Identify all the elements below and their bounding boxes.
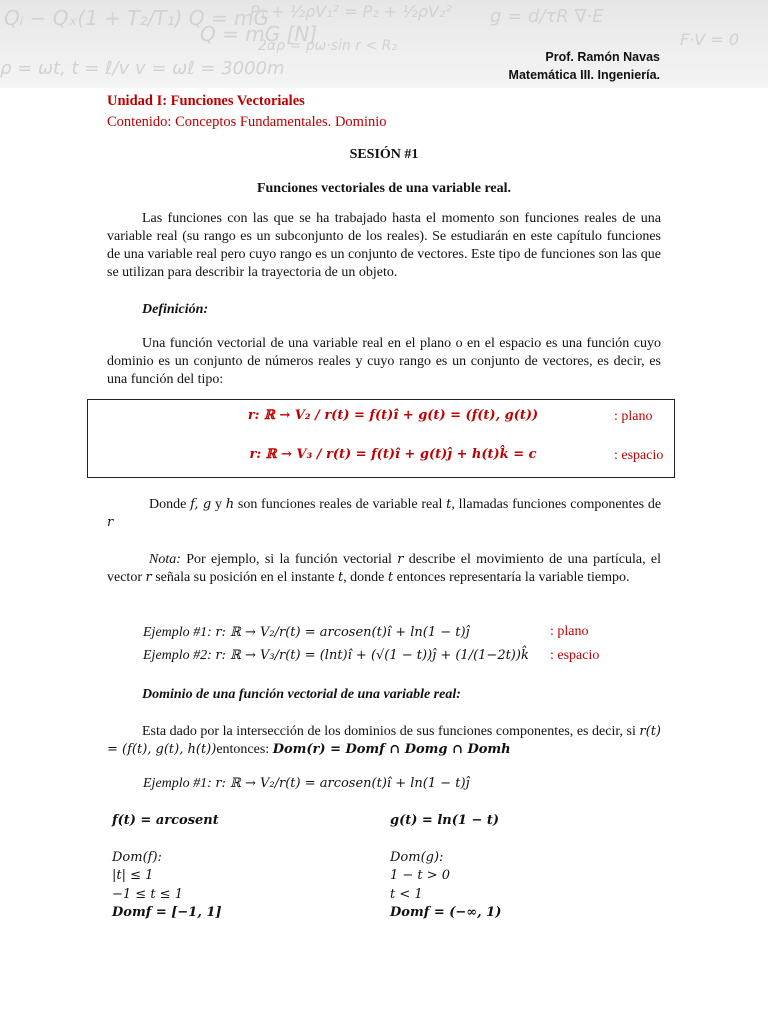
domain-heading: Dominio de una función vectorial de una variable real: <box>142 687 461 702</box>
decorative-formula: F·V = 0 <box>680 30 739 49</box>
note-text-4: , donde <box>343 570 385 585</box>
decorative-formula: Q = mG [N] <box>200 22 318 46</box>
example-label: Ejemplo #2: <box>143 648 212 663</box>
decorative-formula: 2αρ = ρω·sin r < R₂ <box>258 38 397 54</box>
domain-text-2: entonces: <box>216 742 270 757</box>
tag-space: : espacio <box>614 448 664 463</box>
example-1 <box>143 624 470 642</box>
right-line: 1 − t > 0 <box>390 868 451 883</box>
right-line: t < 1 <box>390 886 423 902</box>
math-t: t <box>387 570 394 585</box>
domain-text-1: Esta dado por la intersección de los dominios de sus funciones componentes, es decir, si <box>142 724 636 739</box>
math-r: r <box>397 552 404 567</box>
example-label: Ejemplo #1: <box>143 625 212 640</box>
word-and: y <box>215 497 222 512</box>
example-2-tag: : espacio <box>550 648 600 663</box>
example-math: r: ℝ → V₃/r(t) = (lnt)î + (√(1 − t))ĵ + (1/(1−2t))k̂ <box>215 648 529 663</box>
math-h: h <box>225 497 235 512</box>
right-result: Domf = (−∞, 1) <box>390 905 502 920</box>
note-label: Nota: <box>149 552 181 567</box>
author-name: Prof. Ramón Navas <box>545 50 660 64</box>
note-text-1: Por ejemplo, si la función vectorial <box>186 552 392 567</box>
math-t: t <box>337 570 344 585</box>
left-line: Dom(f): <box>112 849 162 865</box>
note-text-2: describe el movimiento de una partícula, el vector <box>107 552 662 585</box>
right-column <box>390 812 650 923</box>
decorative-formula: P₁ + ½ρV₁² = P₂ + ½ρV₂² <box>250 2 452 21</box>
example-1-repeat <box>143 775 470 793</box>
domain-math-2: Dom(r) = Domf ∩ Domg ∩ Domh <box>272 742 511 757</box>
right-function: g(t) = ln(1 − t) <box>390 813 500 828</box>
definition-box <box>87 399 675 478</box>
equation-space: r: ℝ → V₃ / r(t) = f(t)î + g(t)ĵ + h(t)k̂ = c <box>249 447 537 462</box>
left-line: |t| ≤ 1 <box>112 868 154 883</box>
example-label: Ejemplo #1: <box>143 776 212 791</box>
left-column <box>112 812 362 923</box>
left-line: −1 ≤ t ≤ 1 <box>112 886 183 902</box>
math-fg: f, g <box>190 497 212 512</box>
domain-paragraph <box>107 723 661 759</box>
note-text-3: señala su posición en el instante <box>155 570 335 585</box>
tag-plane: : plano <box>614 409 653 424</box>
intro-paragraph: Las funciones con las que se ha trabajado hasta el momento son funciones reales de una variable real (su rango es un subconjunto de los reales). Se estudiarán en este capítulo funciones de una variable real pero cuyo rango es un conjunto de vectores. Este tipo de funciones son las que se utilizan para describir la trayectoria de un objeto. <box>107 211 661 280</box>
example-1-tag: : plano <box>550 624 589 639</box>
components-prefix: Donde <box>149 497 187 512</box>
decorative-formula: g = d/τR ∇·E <box>490 6 604 27</box>
example-math: r: ℝ → V₂/r(t) = arcosen(t)î + ln(1 − t)ĵ <box>215 776 470 791</box>
example-math: r: ℝ → V₂/r(t) = arcosen(t)î + ln(1 − t)ĵ <box>215 625 470 640</box>
left-function: f(t) = arcosent <box>112 813 219 828</box>
components-paragraph <box>107 496 661 532</box>
example-2 <box>143 647 529 665</box>
components-suffix: , llamadas funciones componentes de <box>451 497 662 512</box>
unit-title: Unidad I: Funciones Vectoriales <box>107 93 305 109</box>
unit-content: Contenido: Conceptos Fundamentales. Dominio <box>107 114 387 130</box>
equation-plane: r: ℝ → V₂ / r(t) = f(t)î + g(t) = (f(t), g(t)) <box>247 408 539 423</box>
math-r: r <box>107 515 114 530</box>
math-t: t <box>446 497 452 512</box>
domain-math-1: r(t) = (f(t), g(t), h(t)) <box>107 724 661 757</box>
section-title: Funciones vectoriales de una variable real. <box>256 181 512 196</box>
components-mid: son funciones reales de variable real <box>237 497 443 512</box>
math-r: r <box>145 570 152 585</box>
left-result: Domf = [−1, 1] <box>112 905 222 920</box>
course-name: Matemática III. Ingeniería. <box>508 68 660 82</box>
decorative-formula: Qᵢ − Qₓ(1 + T₂/T₁) Q = mG <box>4 6 269 30</box>
header-banner <box>0 0 768 88</box>
note-paragraph <box>107 551 661 587</box>
note-text-5: entonces representaría la variable tiempo. <box>396 570 630 585</box>
decorative-formula: ρ = ωt, t = ℓ/v v = ωℓ = 3000m <box>0 58 285 79</box>
session-title: SESIÓN #1 <box>349 147 419 162</box>
right-line: Dom(g): <box>390 849 444 865</box>
header-author <box>509 48 660 84</box>
definition-paragraph: Una función vectorial de una variable real en el plano o en el espacio es una función cuyo dominio es un conjunto de números reales y cuyo rango es un conjunto de vectores, es decir, es una función del tipo: <box>107 336 661 387</box>
definition-heading: Definición: <box>142 302 209 317</box>
